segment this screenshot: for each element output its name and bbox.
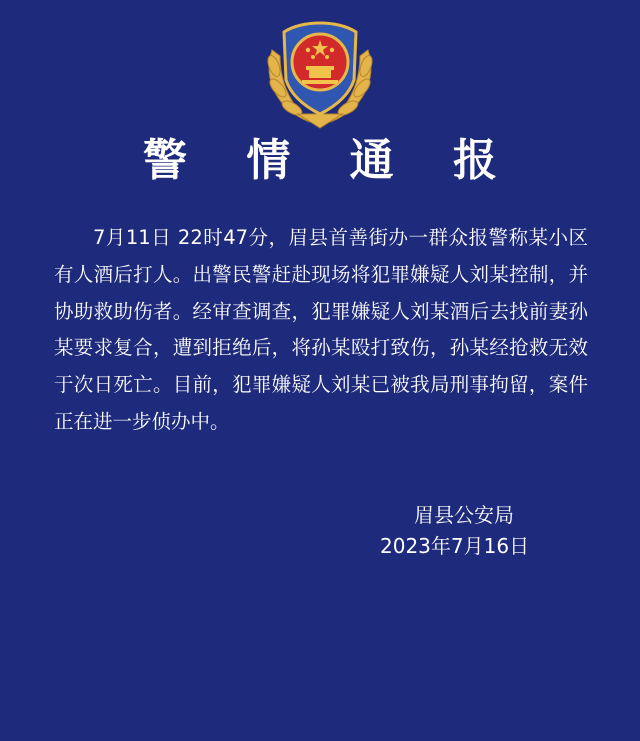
issuing-organization: 眉县公安局 (414, 503, 514, 527)
signature-block (380, 500, 580, 562)
page-title: 警 情 通 报 (143, 135, 519, 186)
notice-body (54, 220, 588, 441)
notice-paragraph: 7月11日 22时47分，眉县首善街办一群众报警称某小区有人酒后打人。出警民警赶赴现场将犯罪嫌疑人刘某控制，并协助救助伤者。经审查调查，犯罪嫌疑人刘某酒后去找前妻孙某要求复合，遭到拒绝后，将孙某殴打致伤，孙某经抢救无效于次日死亡。目前，犯罪嫌疑人刘某已被我局刑事拘留，案件正在进一步侦办中。 (54, 226, 588, 433)
issue-date: 2023年7月16日 (380, 534, 530, 558)
police-emblem-icon (258, 10, 382, 130)
